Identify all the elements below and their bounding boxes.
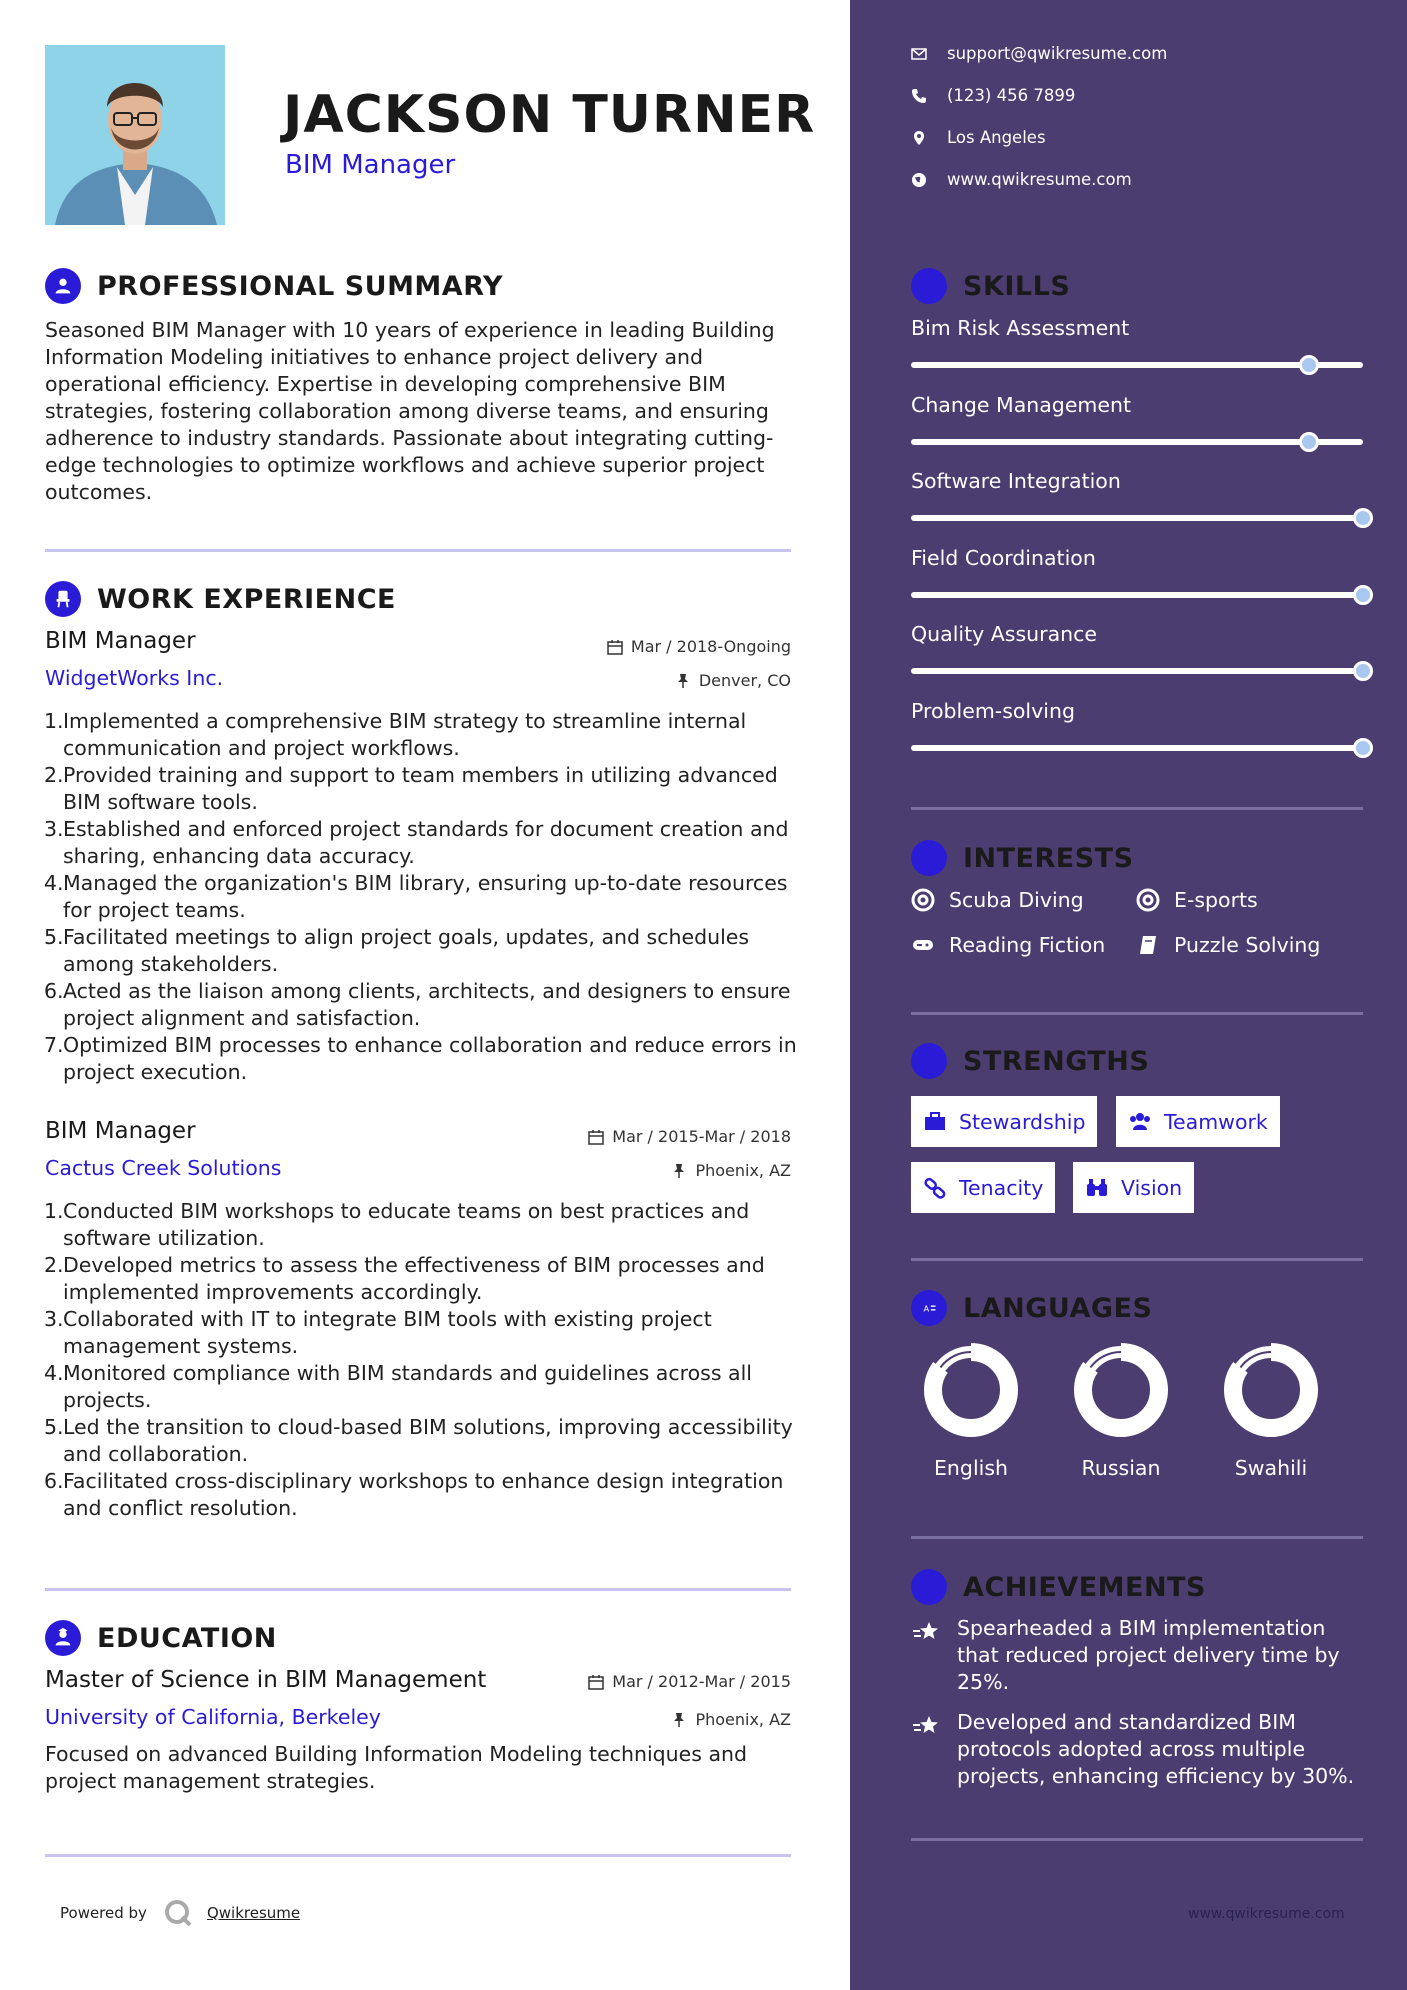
powered-by-label: Powered by [60,1904,147,1922]
graduation-icon [45,1620,81,1656]
education-heading [45,1620,277,1656]
list-item: 1. Conducted BIM workshops to educate teams on best practices and software utilization. [44,1199,750,1250]
job-bullets [45,1198,800,1522]
language-level-donut [1223,1342,1319,1438]
list-item: 6. Facilitated cross-disciplinary workshops to enhance design integration and conflict resolution. [44,1469,784,1520]
language-label: English [933,1456,1009,1480]
footer-website[interactable]: www.qwikresume.com [1188,1906,1345,1922]
strengths-title: STRENGTHS [963,1045,1150,1077]
skills-title: SKILLS [963,270,1071,302]
education-location [540,1710,791,1729]
section-divider [45,549,791,552]
list-item: 2. Provided training and support to team members in utilizing advanced BIM software tools. [44,763,778,814]
list-item: 1. Implemented a comprehensive BIM strategy to streamline internal communication and project workflows. [44,709,747,760]
skill-bar [911,668,1363,674]
list-item: 3. Established and enforced project standards for document creation and sharing, enhancing data accuracy. [44,817,789,868]
languages-title: LANGUAGES [963,1292,1153,1324]
list-item: 6. Acted as the liaison among clients, architects, and designers to ensure project alignment and satisfaction. [44,979,791,1030]
job-location [540,1161,791,1180]
envelope-icon [911,46,927,62]
svg-text:A: A [923,1303,930,1314]
strength-badge: Tenacity [911,1162,1055,1213]
job-dates [540,1127,791,1146]
chair-icon [45,581,81,617]
briefcase-icon [923,1110,947,1134]
calendar-icon [607,639,623,655]
section-divider [911,1536,1363,1539]
candidate-name: JACKSON TURNER [283,85,816,145]
company-name: WidgetWorks Inc. [45,666,224,690]
skill-level-knob [1353,585,1373,605]
skill-label: Software Integration [911,469,1121,493]
job-bullets [45,708,800,1086]
contact-location: Los Angeles [911,128,1046,147]
skill-level-knob [1353,508,1373,528]
user-icon [45,268,81,304]
skill-bar [911,745,1363,751]
job-location-text: Phoenix, AZ [695,1161,791,1180]
paper-plane-icon [911,840,947,876]
list-item: 4. Managed the organization's BIM library, ensuring up-to-date resources for project teams. [44,871,788,922]
section-divider [911,1838,1363,1841]
list-item: 5. Led the transition to cloud-based BIM solutions, improving accessibility and collaboration. [44,1415,793,1466]
skill-level-knob [1299,355,1319,375]
summary-title: PROFESSIONAL SUMMARY [97,270,504,302]
skill-level-knob [1353,738,1373,758]
contact-website[interactable]: www.qwikresume.com [911,170,1132,189]
qwikresume-link[interactable]: Qwikresume [206,1904,301,1922]
calendar-icon [588,1129,604,1145]
skill-bar [911,515,1363,521]
strength-badge: Stewardship [911,1096,1097,1147]
job-dates-text: Mar / 2015-Mar / 2018 [612,1127,791,1146]
strength-badge: Vision [1073,1162,1194,1213]
list-item: 7. Optimized BIM processes to enhance collaboration and reduce errors in project execution. [44,1033,797,1084]
school-name: University of California, Berkeley [45,1705,381,1729]
gamepad-icon [911,933,935,957]
interest-item: Scuba Diving [911,888,1084,912]
education-description: Focused on advanced Building Information Modeling techniques and project management strategies. [45,1742,748,1793]
shooting-star-icon [911,1711,941,1741]
book-icon [1136,933,1160,957]
lightbulb-icon [911,268,947,304]
lifebuoy-icon [911,888,935,912]
shooting-star-icon [911,1617,941,1647]
fist-icon [911,1043,947,1079]
binoculars-icon [1085,1176,1109,1200]
skill-label: Problem-solving [911,698,1075,723]
interest-item: E-sports [1136,888,1258,912]
section-divider [45,1588,791,1591]
section-divider [45,1854,791,1857]
qwikresume-logo-icon [163,1898,193,1928]
list-item: 3. Collaborated with IT to integrate BIM tools with existing project management systems. [44,1307,712,1358]
languages-heading [911,1290,1152,1326]
pin-icon [671,1163,687,1179]
contact-phone[interactable]: (123) 456 7899 [911,86,1075,105]
achievement-item: Spearheaded a BIM implementation that reduced project delivery time by 25%. [911,1615,1371,1696]
job-location [540,671,791,690]
pin-icon [671,1712,687,1728]
link-icon [923,1176,947,1200]
profile-photo [45,45,225,225]
users-icon [1128,1110,1152,1134]
section-divider [911,1258,1363,1261]
contact-email[interactable]: support@qwikresume.com [911,44,1167,63]
section-divider [911,807,1363,810]
language-item [916,1342,1026,1480]
list-item: 5. Facilitated meetings to align project goals, updates, and schedules among stakeholders. [44,925,750,976]
job-location-text: Denver, CO [698,671,791,690]
candidate-title: BIM Manager [285,150,456,180]
skill-level-knob [1353,661,1373,681]
skill-bar [911,439,1363,445]
interest-item: Puzzle Solving [1136,933,1320,957]
language-level-donut [923,1342,1019,1438]
company-name: Cactus Creek Solutions [45,1156,282,1180]
language-label: Russian [1081,1456,1161,1480]
lifebuoy-icon [1136,888,1160,912]
education-location-text: Phoenix, AZ [695,1710,791,1729]
job-title: BIM Manager [45,628,196,654]
strength-badge: Teamwork [1116,1096,1280,1147]
star-badge-icon [911,1569,947,1605]
skill-bar [911,362,1363,368]
job-dates-text: Mar / 2018-Ongoing [630,637,791,656]
education-dates-text: Mar / 2012-Mar / 2015 [612,1672,791,1691]
education-dates [540,1672,791,1691]
language-label: Swahili [1234,1456,1308,1480]
job-title: BIM Manager [45,1118,196,1144]
skill-bar [911,592,1363,598]
experience-title: WORK EXPERIENCE [97,583,396,615]
experience-heading [45,581,396,617]
list-item: 2. Developed metrics to assess the effectiveness of BIM processes and implemented improvements accordingly. [44,1253,765,1304]
globe-icon [911,172,927,188]
skills-heading [911,268,1070,304]
skill-label: Quality Assurance [911,622,1098,646]
skill-label: Field Coordination [911,545,1096,570]
strengths-heading [911,1043,1149,1079]
skill-label: Change Management [911,392,1132,417]
summary-heading [45,268,503,304]
summary-text: Seasoned BIM Manager with 10 years of experience in leading Building Information Modeling initiatives to enhance project delivery and operational efficiency. Expertise in developing comprehensive BIM strategies, fostering collaboration among diverse teams, and ensuring adherence to industry standards. Passionate about integrating cutting-edge technologies to optimize workflows and achieve superior project outcomes. [45,318,775,504]
interests-title: INTERESTS [963,842,1134,874]
language-item [1216,1342,1326,1480]
interests-heading [911,840,1134,876]
achievements-title: ACHIEVEMENTS [963,1571,1206,1603]
list-item: 4. Monitored compliance with BIM standards and guidelines across all projects. [44,1361,752,1412]
education-title: EDUCATION [97,1622,277,1654]
section-divider [911,1012,1363,1015]
language-item [1066,1342,1176,1480]
powered-by [60,1898,300,1928]
skill-level-knob [1299,432,1319,452]
job-dates [540,637,791,656]
phone-icon [911,88,927,104]
language-level-donut [1073,1342,1169,1438]
skill-label: Bim Risk Assessment [911,316,1130,340]
achievements-heading [911,1569,1206,1605]
interest-item: Reading Fiction [911,933,1105,957]
achievement-item: Developed and standardized BIM protocols adopted across multiple projects, enhancing efficiency by 30%. [911,1709,1371,1790]
language-icon [911,1290,947,1326]
calendar-icon [588,1674,604,1690]
location-pin-icon [911,130,927,146]
pin-icon [675,673,691,689]
degree: Master of Science in BIM Management [45,1667,487,1693]
